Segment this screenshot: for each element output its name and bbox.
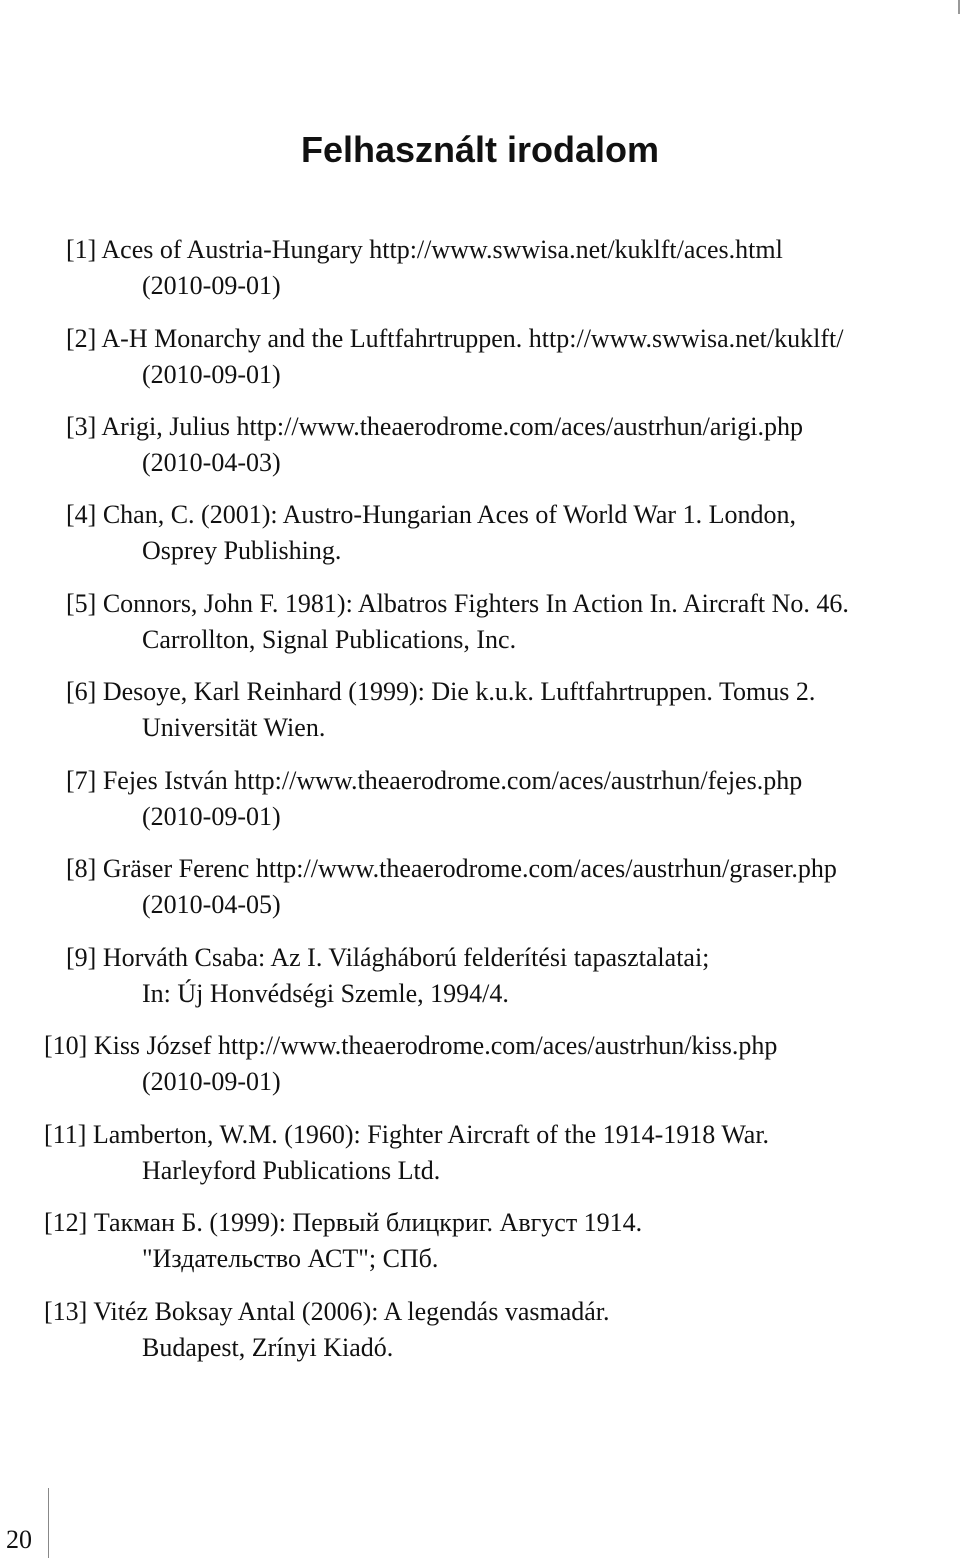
reference-text: [9] Horváth Csaba: Az I. Világháború felderítési tapasztalatai; [66,943,710,972]
page-margin-rule [48,1488,49,1558]
reference-continuation: (2010-04-05) [142,890,281,919]
page-title: Felhasznált irodalom [300,129,660,170]
reference-item [0,940,920,1012]
reference-continuation: Osprey Publishing. [142,536,342,565]
reference-continuation: Carrollton, Signal Publications, Inc. [142,625,517,654]
reference-continuation: Budapest, Zrínyi Kiadó. [142,1333,394,1362]
reference-continuation: (2010-09-01) [142,802,281,831]
reference-item [0,232,920,304]
reference-continuation: "Издательство АСТ"; СПб. [142,1244,439,1273]
reference-item [0,409,920,481]
reference-continuation: (2010-09-01) [142,271,281,300]
reference-item [0,674,920,746]
reference-item [0,586,920,658]
reference-text: [12] Такман Б. (1999): Первый блицкриг. Август 1914. [44,1208,643,1237]
reference-item [0,1117,920,1189]
reference-item [0,321,920,393]
reference-text: [7] Fejes István http://www.theaerodrome.com/aces/austrhun/fejes.php [66,766,803,795]
reference-item [0,1294,920,1366]
reference-item [0,1028,920,1100]
reference-text: [3] Arigi, Julius http://www.theaerodrome.com/aces/austrhun/arigi.php [66,412,803,441]
reference-item [0,1205,920,1277]
reference-text: [4] Chan, C. (2001): Austro-Hungarian Aces of World War 1. London, [66,500,796,529]
reference-item [0,763,920,835]
reference-text: [10] Kiss József http://www.theaerodrome.com/aces/austrhun/kiss.php [44,1031,778,1060]
reference-continuation: In: Új Honvédségi Szemle, 1994/4. [142,979,509,1008]
reference-text: [13] Vitéz Boksay Antal (2006): A legendás vasmadár. [44,1297,610,1326]
reference-text: [2] A-H Monarchy and the Luftfahrtruppen. http://www.swwisa.net/kuklft/ [66,324,844,353]
reference-text: [8] Gräser Ferenc http://www.theaerodrome.com/aces/austrhun/graser.php [66,854,837,883]
reference-continuation: Harleyford Publications Ltd. [142,1156,441,1185]
reference-text: [6] Desoye, Karl Reinhard (1999): Die k.u.k. Luftfahrtruppen. Tomus 2. [66,677,816,706]
reference-item [0,497,920,569]
reference-text: [5] Connors, John F. 1981): Albatros Fighters In Action In. Aircraft No. 46. [66,589,849,618]
reference-text: [11] Lamberton, W.M. (1960): Fighter Aircraft of the 1914-1918 War. [44,1120,770,1149]
page-number: 20 [6,1525,32,1554]
reference-text: [1] Aces of Austria-Hungary http://www.swwisa.net/kuklft/aces.html [66,235,783,264]
reference-continuation: (2010-09-01) [142,360,281,389]
reference-continuation: Universität Wien. [142,713,326,742]
reference-continuation: (2010-04-03) [142,448,281,477]
reference-item [0,851,920,923]
reference-continuation: (2010-09-01) [142,1067,281,1096]
